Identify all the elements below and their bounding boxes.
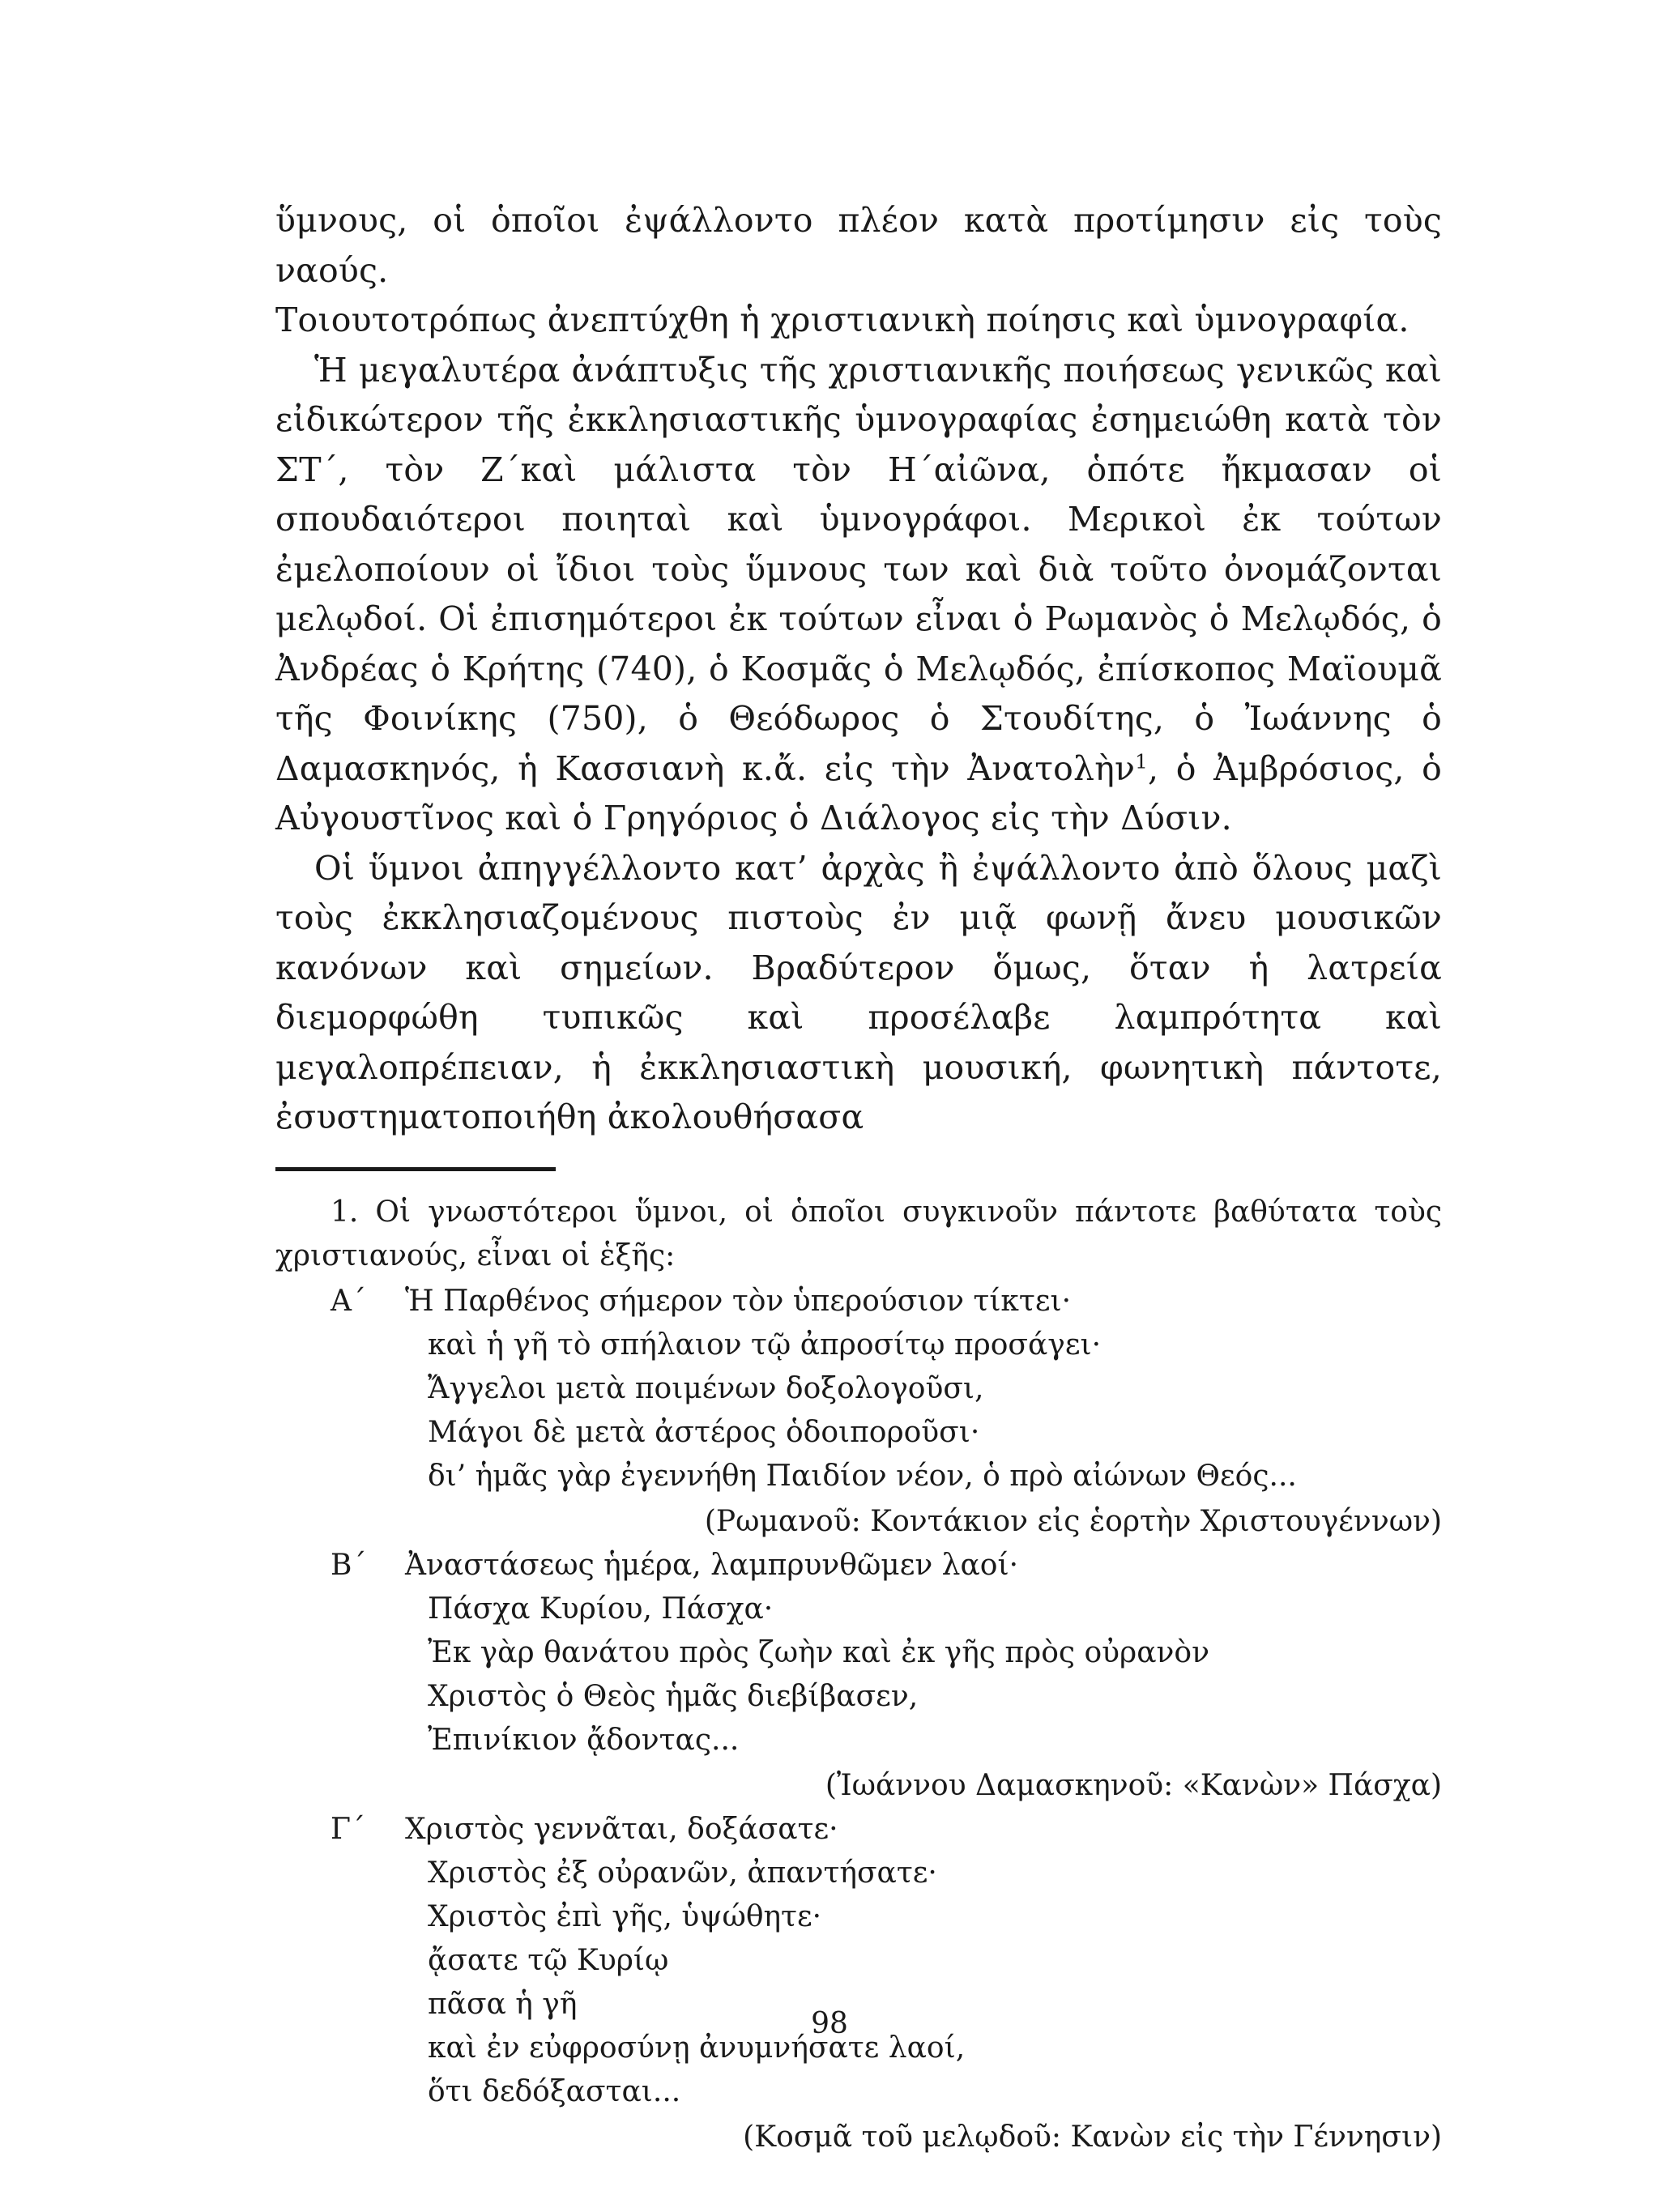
hymn-line: Ἡ Παρθένος σήμερον τὸν ὑπερούσιον τίκτει· [405,1284,1072,1318]
hymn-line: καὶ ἡ γῆ τὸ σπήλαιον τῷ ἀπροσίτῳ προσάγει· [428,1328,1102,1362]
hymn-line: πᾶσα ἡ γῆ [428,1987,578,2021]
hymn-line: Ἀναστάσεως ἡμέρα, λαμπρυνθῶμεν λαοί· [405,1548,1019,1582]
hymn-lines [405,1544,1442,1762]
hymn-line: καὶ ἐν εὐφροσύνῃ ἀνυμνήσατε λαοί, [428,2031,966,2065]
hymn-line: Χριστὸς γεννᾶται, δοξάσατε· [405,1812,838,1846]
hymn-lines [405,1280,1442,1498]
paragraph-2 [275,346,1442,844]
hymn-c [275,1808,1442,2114]
page [275,196,1442,2159]
hymn-line: Ἄγγελοι μετὰ ποιμένων δοξολογοῦσι, [428,1371,984,1405]
paragraph-3: Οἱ ὕμνοι ἀπηγγέλλοντο κατ’ ἀρχὰς ἢ ἐψάλλοντο ἀπὸ ὅλους μαζὶ τοὺς ἐκκλησιαζομένους πιστοὺς ἐν μιᾷ φωνῇ ἄνευ μουσικῶν κανόνων καὶ σημείων. Βραδύτερον ὅμως, ὅταν ἡ λατρεία διεμορφώθη τυπικῶς καὶ προσέλαβε λαμπρότητα καὶ μεγαλοπρέπειαν, ἡ ἐκκλησιαστικὴ μουσική, φωνητικὴ πάντοτε, ἐσυστηματοποιήθη ἀκολουθήσασα [275,848,1442,1136]
footnote-divider [275,1167,556,1171]
hymn-label: Α΄ [331,1284,366,1318]
hymn-line: ὅτι δεδόξασται... [428,2074,681,2108]
body-text [275,196,1442,1143]
hymn-line: Ἐπινίκιον ᾄδοντας... [428,1723,740,1757]
hymn-label: Γ΄ [331,1812,365,1846]
hymn-line: Χριστὸς ἐπὶ γῆς, ὑψώθητε· [428,1899,822,1933]
hymn-line: Ἐκ γὰρ θανάτου πρὸς ζωὴν καὶ ἐκ γῆς πρὸς οὐρανὸν [428,1635,1209,1669]
page-number: 98 [811,2007,848,2040]
hymn-label: Β΄ [331,1548,367,1582]
hymn-b [275,1544,1442,1762]
hymn-a [275,1280,1442,1498]
paragraph-2-text-end: , ὁ Ἀμβρόσιος, ὁ Αὐγουστῖνος καὶ ὁ Γρηγόριος ὁ Διάλογος εἰς τὴν Δύσιν. [275,748,1443,837]
hymn-line: Μάγοι δὲ μετὰ ἀστέρος ὁδοιποροῦσι· [428,1415,980,1449]
hymn-attribution: (Ρωμανοῦ: Κοντάκιον εἰς ἑορτὴν Χριστουγέννων) [704,1504,1442,1538]
hymn-attribution: (Κοσμᾶ τοῦ μελῳδοῦ: Κανὼν εἰς τὴν Γέννησιν) [743,2120,1442,2154]
hymn-attribution: (Ἰωάννου Δαμασκηνοῦ: «Κανὼν» Πάσχα) [825,1768,1442,1802]
paragraph-1 [275,196,1442,346]
footnote-ref-1[interactable]: 1 [1135,748,1148,773]
paragraph-1-line-2: Τοιουτοτρόπως ἀνεπτύχθη ἡ χριστιανικὴ ποίησις καὶ ὑμνογραφία. [275,300,1410,339]
hymn-line: Χριστὸς ὁ Θεὸς ἡμᾶς διεβίβασεν, [428,1679,919,1713]
paragraph-1-line-1: ὕμνους, οἱ ὁποῖοι ἐψάλλοντο πλέον κατὰ προτίμησιν εἰς τοὺς ναούς. [275,201,1442,290]
hymn-lines [405,1808,1442,2114]
hymn-line: Πάσχα Κυρίου, Πάσχα· [428,1592,774,1626]
hymn-line: δι’ ἡμᾶς γὰρ ἐγεννήθη Παιδίον νέον, ὁ πρὸ αἰώνων Θεός... [428,1459,1297,1493]
hymn-line: ᾄσατε τῷ Κυρίῳ [428,1943,669,1977]
footnote-intro: 1. Οἱ γνωστότεροι ὕμνοι, οἱ ὁποῖοι συγκινοῦν πάντοτε βαθύτατα τοὺς χριστιανούς, εἶναι οἱ ἑξῆς: [275,1195,1442,1272]
hymn-line: Χριστὸς ἐξ οὐρανῶν, ἀπαντήσατε· [428,1856,937,1890]
paragraph-2-text: Ἡ μεγαλυτέρα ἀνάπτυξις τῆς χριστιανικῆς ποιήσεως γενικῶς καὶ εἰδικώτερον τῆς ἐκκλησιαστικῆς ὑμνογραφίας ἐσημειώθη κατὰ τὸν ΣΤ΄, τὸν Ζ΄καὶ μάλιστα τὸν Η΄αἰῶνα, ὁπότε ἤκμασαν οἱ σπουδαιότεροι ποιηταὶ καὶ ὑμνογράφοι. Μερικοὶ ἐκ τούτων ἐμελοποίουν οἱ ἴδιοι τοὺς ὕμνους των καὶ διὰ τοῦτο ὀνομάζονται μελῳδοί. Οἱ ἐπισημότεροι ἐκ τούτων εἶναι ὁ Ρωμανὸς ὁ Μελῳδός, ὁ Ἀνδρέας ὁ Κρήτης (740), ὁ Κοσμᾶς ὁ Μελῳδός, ἐπίσκοπος Μαϊουμᾶ τῆς Φοινίκης (750), ὁ Θεόδωρος ὁ Στουδίτης, ὁ Ἰωάννης ὁ Δαμασκηνός, ἡ Κασσιανὴ κ.ἄ. εἰς τὴν Ἀνατολὴν [275,350,1442,788]
